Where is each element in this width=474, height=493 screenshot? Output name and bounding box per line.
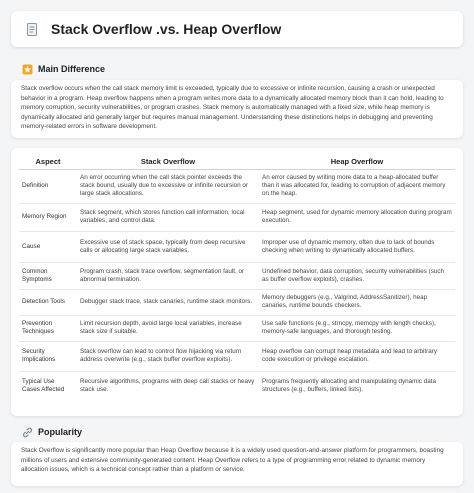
aspect-cell: Detection Tools <box>19 289 77 315</box>
stack-cell: Stack segment, which stores function call information, local variables, and control data. <box>77 203 259 231</box>
table-row <box>19 203 455 231</box>
table-row <box>19 289 455 315</box>
table-row <box>19 262 455 289</box>
popularity-panel <box>11 442 463 486</box>
aspect-cell: Typical Use Cases Affected <box>22 378 65 394</box>
heap-cell: Heap segment, used for dynamic memory allocation during program execution. <box>259 203 455 231</box>
main-difference-heading-text: Main Difference <box>38 64 106 74</box>
comparison-table-card <box>11 148 463 416</box>
table-row <box>19 341 455 371</box>
header-heap-overflow: Heap Overflow <box>259 155 455 169</box>
header-stack-overflow: Stack Overflow <box>77 155 259 169</box>
aspect-cell: Cause <box>19 231 77 262</box>
stack-cell: Debugger stack trace, stack canaries, runtime stack monitors. <box>77 289 259 315</box>
heap-cell: Undefined behavior, data corruption, security vulnerabilities (such as buffer overflow exploits), crashes. <box>259 262 455 289</box>
table-row <box>19 169 455 203</box>
document-icon <box>25 22 39 36</box>
title-card <box>11 11 463 47</box>
stack-cell: Stack overflow can lead to control flow hijacking via return address overwrite (e.g., stack buffer overflow exploits). <box>77 341 259 371</box>
stack-cell: Limit recursion depth, avoid large local variables, increase stack size if suitable. <box>77 315 259 341</box>
main-difference-heading <box>11 58 463 80</box>
popularity-heading-text: Popularity <box>38 427 83 437</box>
heap-cell: Memory debuggers (e.g., Valgrind, AddressSanitizer), heap canaries, runtime bounds checkers. <box>259 289 455 315</box>
comparison-table <box>19 155 455 401</box>
stack-cell: An error occurring when the call stack pointer exceeds the stack bound, usually due to excessive or infinite recursion or large stack allocations. <box>77 169 259 203</box>
table-header-row <box>19 155 455 169</box>
popularity-text: Stack Overflow is significantly more popular than Heap Overflow because it is a widely used question-and-answer platform for programmers, boasting millions of users and extensive community-generated content. Heap Overflow refers to a type of programming error related to dynamic memory allocation issues, which is a technical concept rather than a platform or service. <box>21 447 444 474</box>
main-difference-panel <box>11 80 463 138</box>
table-row <box>19 315 455 341</box>
header-aspect: Aspect <box>19 155 77 169</box>
aspect-cell: Common Symptoms <box>19 262 77 289</box>
table-row <box>19 231 455 262</box>
heap-cell: Heap overflow can corrupt heap metadata and lead to arbitrary code execution or privilege escalation. <box>259 341 455 371</box>
aspect-cell: Definition <box>19 169 77 203</box>
star-badge-icon <box>21 63 33 75</box>
page-title: Stack Overflow .vs. Heap Overflow <box>51 21 282 37</box>
heap-cell: Improper use of dynamic memory, often due to lack of bounds checking when writing to dynamically allocated buffers. <box>259 231 455 262</box>
main-difference-text: Stack overflow occurs when the call stack memory limit is exceeded, typically due to excessive or infinite recursion, causing a crash or unexpected behavior in a program. Heap overflow happens when a program writes more data to a dynamically allocated memory block than it can hold, leading to memory corruption, security vulnerabilities, or program crashes. Stack memory is automatically managed with a fixed size, while heap memory is dynamically allocated and generally larger but requires manual management. Understanding these distinctions helps in debugging and preventing memory-related errors in software development. <box>21 85 444 131</box>
link-icon <box>21 426 33 438</box>
aspect-cell: Prevention Techniques <box>19 315 77 341</box>
stack-cell: Excessive use of stack space, typically from deep recursive calls or allocating large stack variables. <box>77 231 259 262</box>
heap-cell: Programs frequently allocating and manipulating dynamic data structures (e.g., buffers, linked lists). <box>262 378 436 394</box>
aspect-cell: Security Implications <box>19 341 77 371</box>
popularity-heading <box>11 421 463 443</box>
stack-cell: Program crash, stack trace overflow, segmentation fault, or abnormal termination. <box>77 262 259 289</box>
heap-cell: Use safe functions (e.g., strncpy, memcpy with length checks), memory-safe languages, and thorough testing. <box>259 315 455 341</box>
aspect-cell: Memory Region <box>19 203 77 231</box>
table-row <box>19 371 455 401</box>
stack-cell: Recursive algorithms, programs with deep call stacks or heavy stack use. <box>80 378 255 394</box>
heap-cell: An error caused by writing more data to a heap-allocated buffer than it was allocated for, leading to corruption of adjacent memory on the heap. <box>259 169 455 203</box>
